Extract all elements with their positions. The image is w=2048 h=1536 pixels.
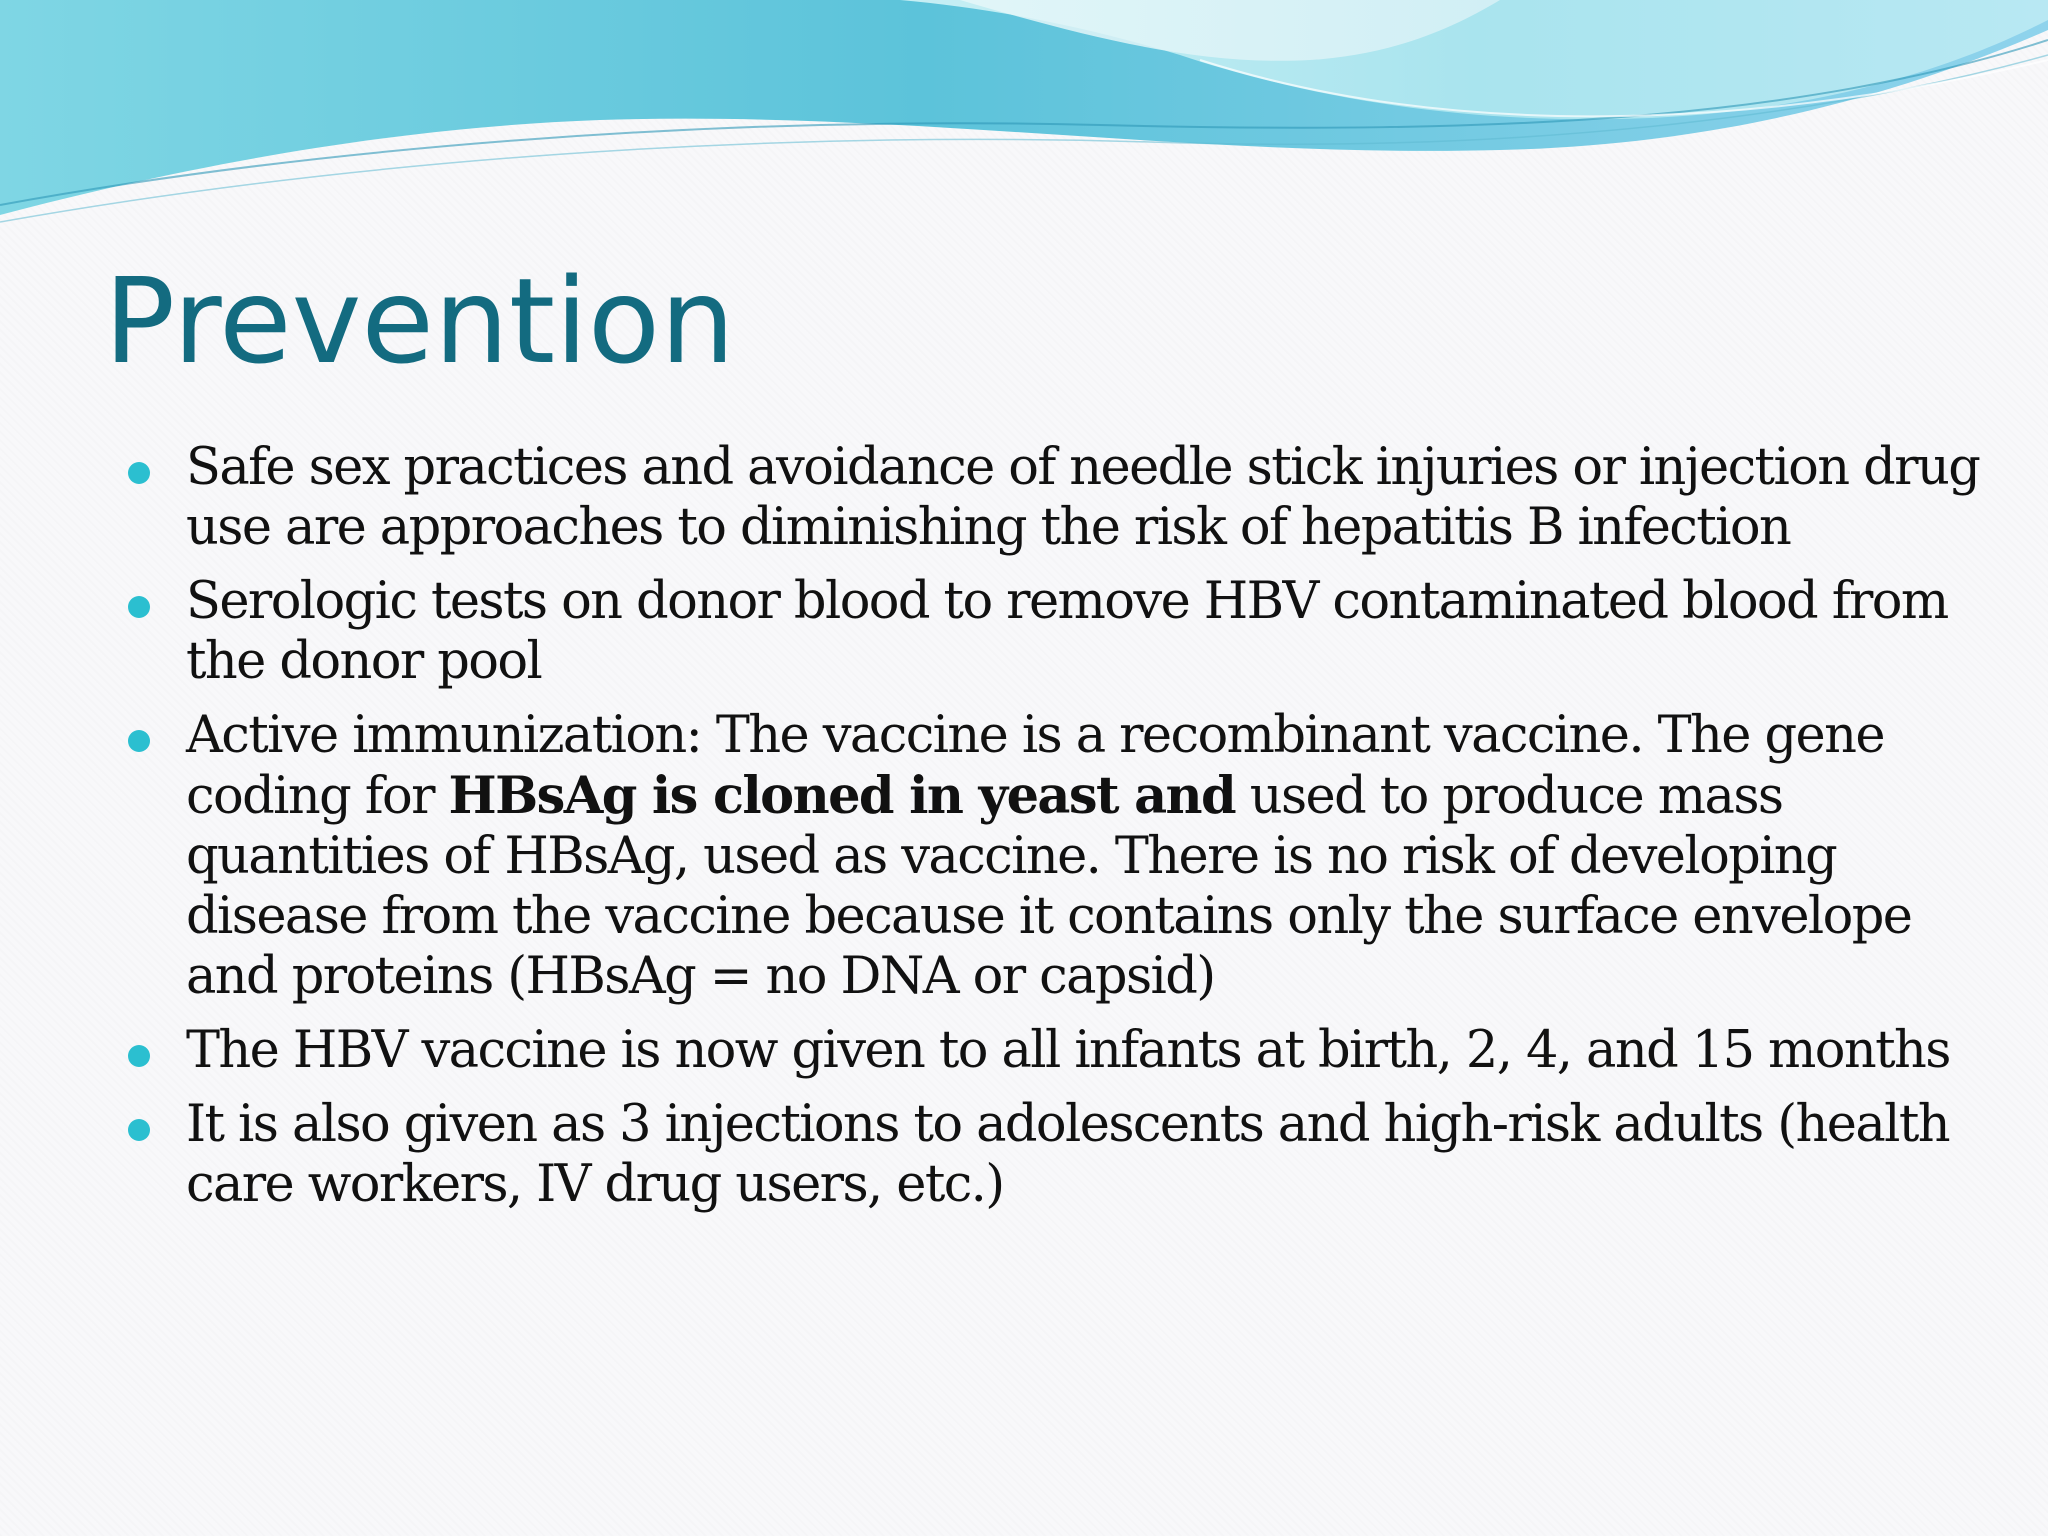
bullet-text: It is also given as 3 injections to adolescents and high-risk adults (health care workers, IV drug users, etc.) [186,1095,1950,1214]
bullet-text-bold: HBsAg is cloned in yeast and [448,766,1236,826]
bullet-text-start: Active immunization: The vaccine is a recombinant vaccine. The gene coding for [186,706,1884,826]
slide-title: Prevention [104,252,735,390]
bullet-dot-icon [128,462,150,484]
bullet-text: The HBV vaccine is now given to all infants at birth, 2, 4, and 15 months [186,1021,1950,1080]
bullet-dot-icon [128,730,150,752]
bullet-item [0,1021,2048,1081]
bullet-item [0,438,2048,558]
bullet-text: Serologic tests on donor blood to remove HBV contaminated blood from the donor pool [186,572,1948,691]
bullet-item [0,572,2048,692]
bullet-list [0,438,2048,1229]
bullet-dot-icon [128,596,150,618]
bullet-dot-icon [128,1119,150,1141]
bullet-item [0,1095,2048,1215]
bullet-dot-icon [128,1045,150,1067]
bullet-text: Safe sex practices and avoidance of needle stick injuries or injection drug use are approaches to diminishing the risk of hepatitis B infection [186,438,1980,557]
bullet-text-end: used to produce mass quantities of HBsAg, used as vaccine. There is no risk of developing disease from the vaccine because it contains only the surface envelope and proteins (HBsAg = no DNA or capsid) [186,767,1912,1006]
bullet-item [0,706,2048,1007]
decorative-wave-header [0,0,2048,240]
